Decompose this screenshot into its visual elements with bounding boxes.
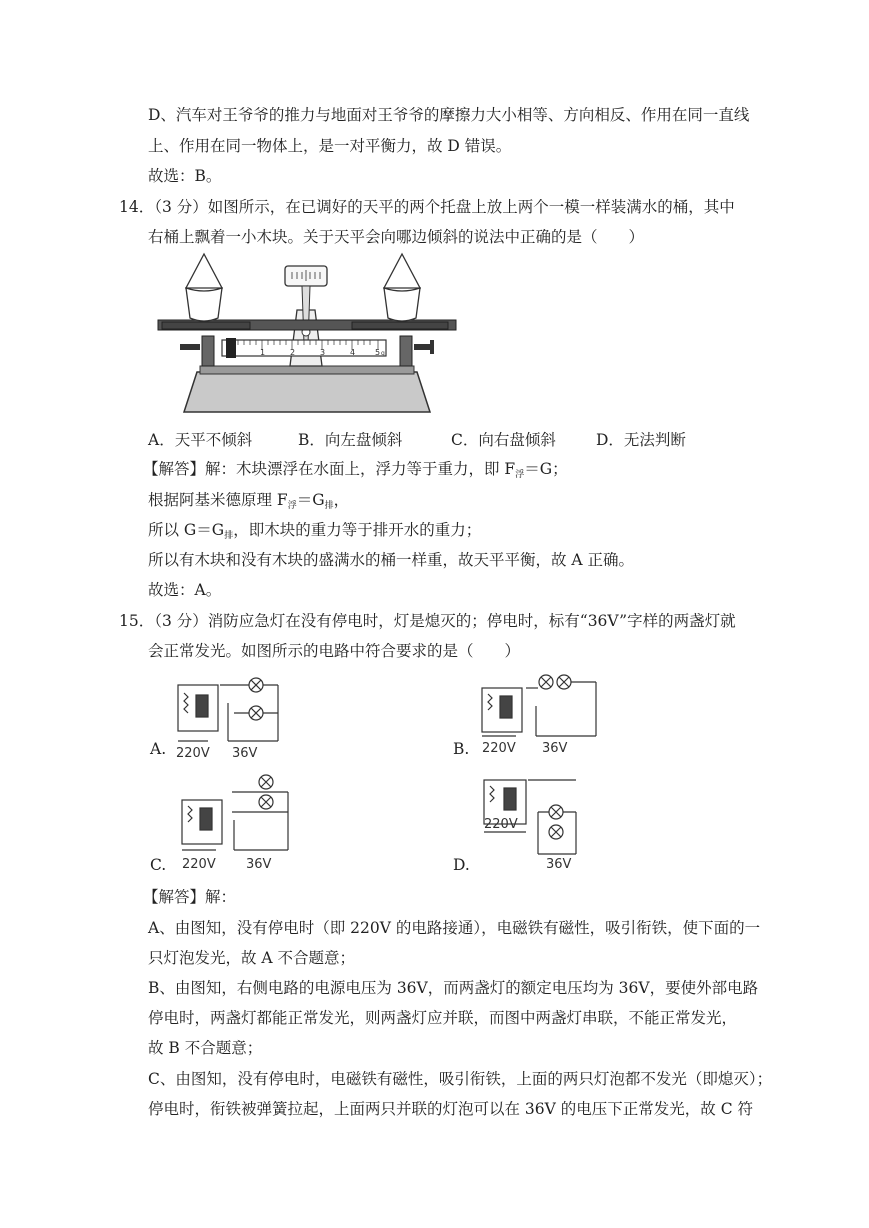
q15-option-c: C. xyxy=(150,856,167,874)
scale-mark-3: 3 xyxy=(320,348,326,357)
q14-stem-line1: 14．（3 分）如图所示，在已调好的天平的两个托盘上放上两个一模一样装满水的桶，其中 xyxy=(119,198,735,216)
svg-text:36V: 36V xyxy=(246,857,272,872)
scale-mark-2: 2 xyxy=(290,348,296,357)
svg-text:36V: 36V xyxy=(232,746,258,761)
prev-d-line2: 上、作用在同一物体上，是一对平衡力，故 D 错误。 xyxy=(148,137,512,155)
q15-stem-line2: 会正常发光。如图所示的电路中符合要求的是（ ） xyxy=(148,642,521,660)
q15-solution-a2: 只灯泡发光，故 A 不合题意； xyxy=(148,949,356,967)
q15-solution-b3: 故 B 不合题意； xyxy=(148,1039,263,1057)
q15-solution-head: 【解答】解： xyxy=(143,888,237,906)
balance-base xyxy=(184,372,430,412)
svg-text:220V: 220V xyxy=(484,817,518,832)
q14-solution-line4: 所以有木块和没有木块的盛满水的桶一样重，故天平平衡，故 A 正确。 xyxy=(148,551,635,569)
right-pan xyxy=(352,322,448,329)
q15-option-d: D. xyxy=(453,856,470,874)
q14-solution-line3: 所以 $G=G_排$，即木块的重力等于排开水的重力； xyxy=(148,521,482,541)
left-pan xyxy=(162,322,250,329)
right-bucket-icon xyxy=(384,254,420,288)
q14-solution-line1: 【解答】解：木块漂浮在水面上，浮力等于重力，即 $F_浮=G$； xyxy=(143,460,568,480)
svg-text:220V: 220V xyxy=(482,741,516,756)
circuit-d-figure xyxy=(476,772,602,872)
svg-text:36V: 36V xyxy=(546,857,572,872)
q14-option-c: C．向右盘倾斜 xyxy=(451,431,556,449)
q15-solution-c2: 停电时，衔铁被弹簧拉起，上面两只并联的灯泡可以在 36V 的电压下正常发光，故 C 符 xyxy=(148,1100,753,1118)
circuit-a-figure xyxy=(172,673,284,761)
q15-stem-line1: 15．（3 分）消防应急灯在没有停电时，灯是熄灭的；停电时，标有“36V”字样的两盏灯就 xyxy=(119,612,736,630)
q14-option-a: A．天平不倾斜 xyxy=(148,431,253,449)
q14-stem-line2: 右桶上飘着一小木块。关于天平会向哪边倾斜的说法中正确的是（ ） xyxy=(148,228,645,246)
scale-mark-1: 1 xyxy=(260,348,266,357)
q14-answer: 故选：A。 xyxy=(148,581,222,599)
q14-option-d: D．无法判断 xyxy=(596,431,686,449)
prev-answer: 故选：B。 xyxy=(148,167,222,185)
q14-solution-line2: 根据阿基米德原理 $F_浮=G_排$， xyxy=(148,491,350,511)
q15-solution-b2: 停电时，两盏灯都能正常发光，则两盏灯应并联，而图中两盏灯串联，不能正常发光， xyxy=(148,1009,738,1027)
svg-text:36V: 36V xyxy=(542,741,568,756)
scale-mark-4: 4 xyxy=(350,348,356,357)
scale-unit: g xyxy=(381,350,385,357)
circuit-c-figure xyxy=(172,770,298,874)
svg-text:220V: 220V xyxy=(176,746,210,761)
q15-solution-a1: A、由图知，没有停电时（即 220V 的电路接通），电磁铁有磁性，吸引衔铁，使下面的一 xyxy=(148,919,761,937)
balance-figure xyxy=(152,252,462,422)
rider xyxy=(226,338,236,358)
q15-option-a: A. xyxy=(150,740,167,758)
q15-option-b: B. xyxy=(453,740,470,758)
svg-text:220V: 220V xyxy=(182,857,216,872)
left-bucket-icon xyxy=(186,254,222,288)
circuit-b-figure xyxy=(476,670,602,758)
prev-d-line1: D、汽车对王爷爷的推力与地面对王爷爷的摩擦力大小相等、方向相反、作用在同一直线 xyxy=(148,106,750,124)
q15-solution-b1: B、由图知，右侧电路的电源电压为 36V，而两盏灯的额定电压均为 36V，要使外部电路 xyxy=(148,979,759,997)
q15-solution-c1: C、由图知，没有停电时，电磁铁有磁性，吸引衔铁，上面的两只灯泡都不发光（即熄灭）； xyxy=(148,1070,773,1088)
scale-mark-5: 5 xyxy=(375,348,381,357)
q14-option-b: B．向左盘倾斜 xyxy=(298,431,403,449)
